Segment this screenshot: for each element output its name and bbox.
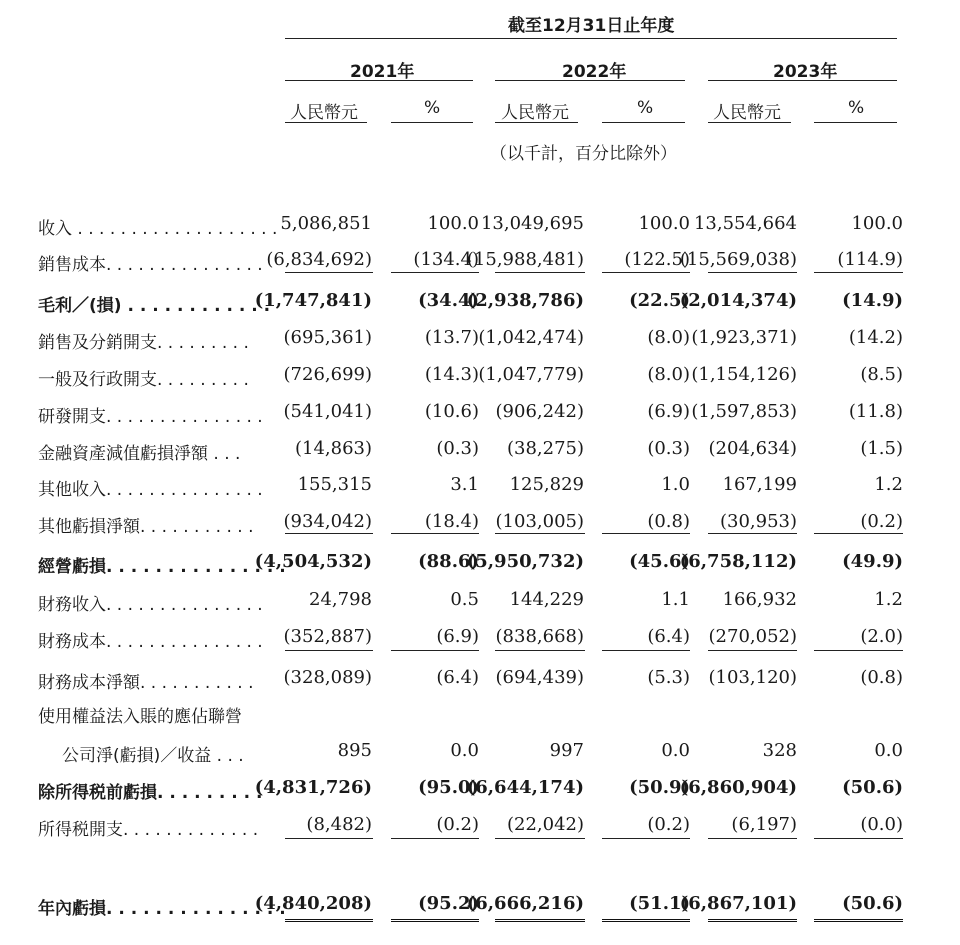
row-label: 財務成本. . . . . . . . . . . . . . .	[38, 632, 263, 652]
amount-cell: (934,042)	[283, 511, 372, 532]
amount-cell: (270,052)	[708, 626, 797, 647]
row-label-continued: 公司淨(虧損)／收益 . . .	[62, 746, 244, 766]
percent-cell: (0.8)	[860, 667, 903, 688]
percent-cell: (134.4)	[413, 249, 479, 270]
percent-cell: (0.3)	[647, 438, 690, 459]
percent-cell: (49.9)	[842, 551, 903, 572]
percent-cell: (51.1)	[629, 893, 690, 914]
total-double-rule	[814, 919, 903, 924]
percent-cell: (0.3)	[436, 438, 479, 459]
percent-cell: (6.9)	[647, 401, 690, 422]
amount-cell: (838,668)	[495, 626, 584, 647]
subtotal-rule	[285, 838, 373, 839]
amount-cell: (2,938,786)	[466, 290, 584, 311]
percent-cell: 1.2	[874, 589, 903, 610]
unit-note: （以千計，百分比除外）	[490, 144, 677, 164]
subtotal-rule	[814, 838, 903, 839]
percent-cell: (2.0)	[860, 626, 903, 647]
percent-cell: (6.4)	[436, 667, 479, 688]
percent-cell: 0.0	[661, 740, 690, 761]
subtotal-rule	[495, 650, 585, 651]
amount-cell: 895	[337, 740, 372, 761]
percent-cell: (22.5)	[629, 290, 690, 311]
amount-cell: (726,699)	[283, 364, 372, 385]
amount-cell: 13,049,695	[480, 213, 584, 234]
row-label: 經營虧損. . . . . . . . . . . . . . .	[38, 557, 286, 577]
sub-rule-3	[495, 122, 578, 123]
row-label: 一般及行政開支. . . . . . . . .	[38, 370, 249, 390]
total-double-rule	[391, 919, 479, 924]
amount-cell: (6,834,692)	[266, 249, 372, 270]
subtotal-rule	[814, 533, 903, 534]
percent-cell: (13.7)	[424, 327, 479, 348]
amount-cell: 24,798	[309, 589, 372, 610]
year-2022-header: 2022年	[562, 62, 627, 82]
subtotal-rule	[708, 650, 797, 651]
percent-cell: (8.0)	[647, 364, 690, 385]
percent-cell: 100.0	[427, 213, 479, 234]
subtotal-rule	[602, 650, 690, 651]
amount-cell: 328	[762, 740, 797, 761]
amount-cell: (352,887)	[283, 626, 372, 647]
percent-cell: 100.0	[638, 213, 690, 234]
percent-cell: 0.5	[450, 589, 479, 610]
amount-cell: (5,950,732)	[466, 551, 584, 572]
percent-cell: (1.5)	[860, 438, 903, 459]
percent-cell: (114.9)	[837, 249, 903, 270]
row-label: 金融資產減值虧損淨額 . . .	[38, 444, 241, 464]
row-label: 財務收入. . . . . . . . . . . . . . .	[38, 595, 263, 615]
percent-cell: (0.2)	[647, 814, 690, 835]
subtotal-rule	[391, 272, 479, 273]
subtotal-rule	[285, 533, 373, 534]
subtotal-rule	[602, 838, 690, 839]
amount-cell: (15,988,481)	[466, 249, 584, 270]
percent-cell: 1.1	[661, 589, 690, 610]
amount-cell: (1,597,853)	[691, 401, 797, 422]
row-label: 年內虧損. . . . . . . . . . . . . . .	[38, 899, 286, 919]
percent-cell: 1.2	[874, 474, 903, 495]
percent-cell: (6.9)	[436, 626, 479, 647]
percent-cell: (50.9)	[629, 777, 690, 798]
amount-cell: (22,042)	[506, 814, 584, 835]
currency-header-2021: 人民幣元	[290, 103, 358, 123]
total-double-rule	[285, 919, 373, 924]
year-2022-rule	[495, 80, 685, 81]
row-label: 銷售成本. . . . . . . . . . . . . . .	[38, 255, 263, 275]
amount-cell: (4,840,208)	[254, 893, 372, 914]
year-2023-header: 2023年	[773, 62, 838, 82]
percent-cell: 0.0	[874, 740, 903, 761]
amount-cell: (1,047,779)	[478, 364, 584, 385]
percent-cell: (95.2)	[418, 893, 479, 914]
period-rule	[285, 38, 897, 39]
subtotal-rule	[708, 272, 797, 273]
amount-cell: (6,197)	[731, 814, 797, 835]
amount-cell: (103,005)	[495, 511, 584, 532]
amount-cell: (4,831,726)	[254, 777, 372, 798]
amount-cell: 125,829	[509, 474, 584, 495]
sub-rule-5	[708, 122, 791, 123]
percent-cell: (50.6)	[842, 893, 903, 914]
percent-cell: (122.5)	[624, 249, 690, 270]
total-double-rule	[602, 919, 690, 924]
year-2021-header: 2021年	[350, 62, 415, 82]
percent-cell: 100.0	[851, 213, 903, 234]
amount-cell: (2,014,374)	[679, 290, 797, 311]
amount-cell: (694,439)	[495, 667, 584, 688]
subtotal-rule	[495, 838, 585, 839]
currency-header-2023: 人民幣元	[713, 103, 781, 123]
sub-rule-1	[285, 122, 367, 123]
amount-cell: (38,275)	[506, 438, 584, 459]
subtotal-rule	[391, 533, 479, 534]
percent-cell: (0.8)	[647, 511, 690, 532]
percent-cell: (18.4)	[424, 511, 479, 532]
year-2023-rule	[708, 80, 897, 81]
percent-cell: 1.0	[661, 474, 690, 495]
percent-cell: (34.4)	[418, 290, 479, 311]
amount-cell: 166,932	[722, 589, 797, 610]
percent-cell: (11.8)	[848, 401, 903, 422]
percent-cell: (14.2)	[848, 327, 903, 348]
total-double-rule	[708, 919, 797, 924]
subtotal-rule	[814, 272, 903, 273]
amount-cell: (541,041)	[283, 401, 372, 422]
amount-cell: (204,634)	[708, 438, 797, 459]
subtotal-rule	[602, 272, 690, 273]
row-label: 財務成本淨額. . . . . . . . . . .	[38, 673, 254, 693]
row-label: 所得税開支. . . . . . . . . . . . .	[38, 820, 259, 840]
amount-cell: 5,086,851	[280, 213, 372, 234]
amount-cell: (14,863)	[294, 438, 372, 459]
amount-cell: 13,554,664	[693, 213, 797, 234]
pct-header-2022: %	[637, 98, 654, 118]
subtotal-rule	[391, 650, 479, 651]
amount-cell: 997	[549, 740, 584, 761]
sub-rule-2	[391, 122, 473, 123]
row-label: 毛利／(損) . . . . . . . . . . . .	[38, 296, 271, 316]
amount-cell: (328,089)	[283, 667, 372, 688]
percent-cell: (0.2)	[436, 814, 479, 835]
amount-cell: (6,666,216)	[466, 893, 584, 914]
row-label: 研發開支. . . . . . . . . . . . . . .	[38, 407, 263, 427]
percent-cell: 3.1	[450, 474, 479, 495]
amount-cell: 167,199	[722, 474, 797, 495]
period-header: 截至12月31日止年度	[508, 16, 675, 36]
percent-cell: (10.6)	[424, 401, 479, 422]
pct-header-2023: %	[848, 98, 865, 118]
amount-cell: 144,229	[509, 589, 584, 610]
amount-cell: (1,923,371)	[691, 327, 797, 348]
amount-cell: (6,860,904)	[679, 777, 797, 798]
percent-cell: (8.5)	[860, 364, 903, 385]
percent-cell: 0.0	[450, 740, 479, 761]
row-label: 其他收入. . . . . . . . . . . . . . .	[38, 480, 263, 500]
subtotal-rule	[814, 650, 903, 651]
total-double-rule	[495, 919, 585, 924]
amount-cell: (6,758,112)	[679, 551, 797, 572]
subtotal-rule	[285, 272, 373, 273]
amount-cell: (1,747,841)	[254, 290, 372, 311]
amount-cell: (8,482)	[306, 814, 372, 835]
percent-cell: (14.9)	[842, 290, 903, 311]
amount-cell: (15,569,038)	[679, 249, 797, 270]
amount-cell: (4,504,532)	[254, 551, 372, 572]
percent-cell: (95.0)	[418, 777, 479, 798]
subtotal-rule	[391, 838, 479, 839]
row-label: 使用權益法入賬的應佔聯營	[38, 707, 242, 727]
percent-cell: (8.0)	[647, 327, 690, 348]
row-label: 銷售及分銷開支. . . . . . . . .	[38, 333, 249, 353]
year-2021-rule	[285, 80, 473, 81]
subtotal-rule	[495, 272, 585, 273]
amount-cell: (1,154,126)	[691, 364, 797, 385]
percent-cell: (88.6)	[418, 551, 479, 572]
amount-cell: (6,867,101)	[679, 893, 797, 914]
percent-cell: (45.6)	[629, 551, 690, 572]
amount-cell: (906,242)	[495, 401, 584, 422]
amount-cell: (6,644,174)	[466, 777, 584, 798]
sub-rule-4	[602, 122, 685, 123]
percent-cell: (50.6)	[842, 777, 903, 798]
subtotal-rule	[285, 650, 373, 651]
subtotal-rule	[708, 838, 797, 839]
percent-cell: (0.2)	[860, 511, 903, 532]
percent-cell: (6.4)	[647, 626, 690, 647]
amount-cell: (103,120)	[708, 667, 797, 688]
subtotal-rule	[495, 533, 585, 534]
amount-cell: 155,315	[297, 474, 372, 495]
row-label: 其他虧損淨額. . . . . . . . . . .	[38, 517, 254, 537]
sub-rule-6	[814, 122, 897, 123]
subtotal-rule	[602, 533, 690, 534]
currency-header-2022: 人民幣元	[501, 103, 569, 123]
percent-cell: (5.3)	[647, 667, 690, 688]
row-label: 收入 . . . . . . . . . . . . . . . . . . .	[38, 219, 278, 239]
amount-cell: (1,042,474)	[478, 327, 584, 348]
amount-cell: (30,953)	[719, 511, 797, 532]
subtotal-rule	[708, 533, 797, 534]
row-label: 除所得税前虧損. . . . . . . . .	[38, 783, 263, 803]
pct-header-2021: %	[424, 98, 441, 118]
percent-cell: (0.0)	[860, 814, 903, 835]
percent-cell: (14.3)	[424, 364, 479, 385]
amount-cell: (695,361)	[283, 327, 372, 348]
